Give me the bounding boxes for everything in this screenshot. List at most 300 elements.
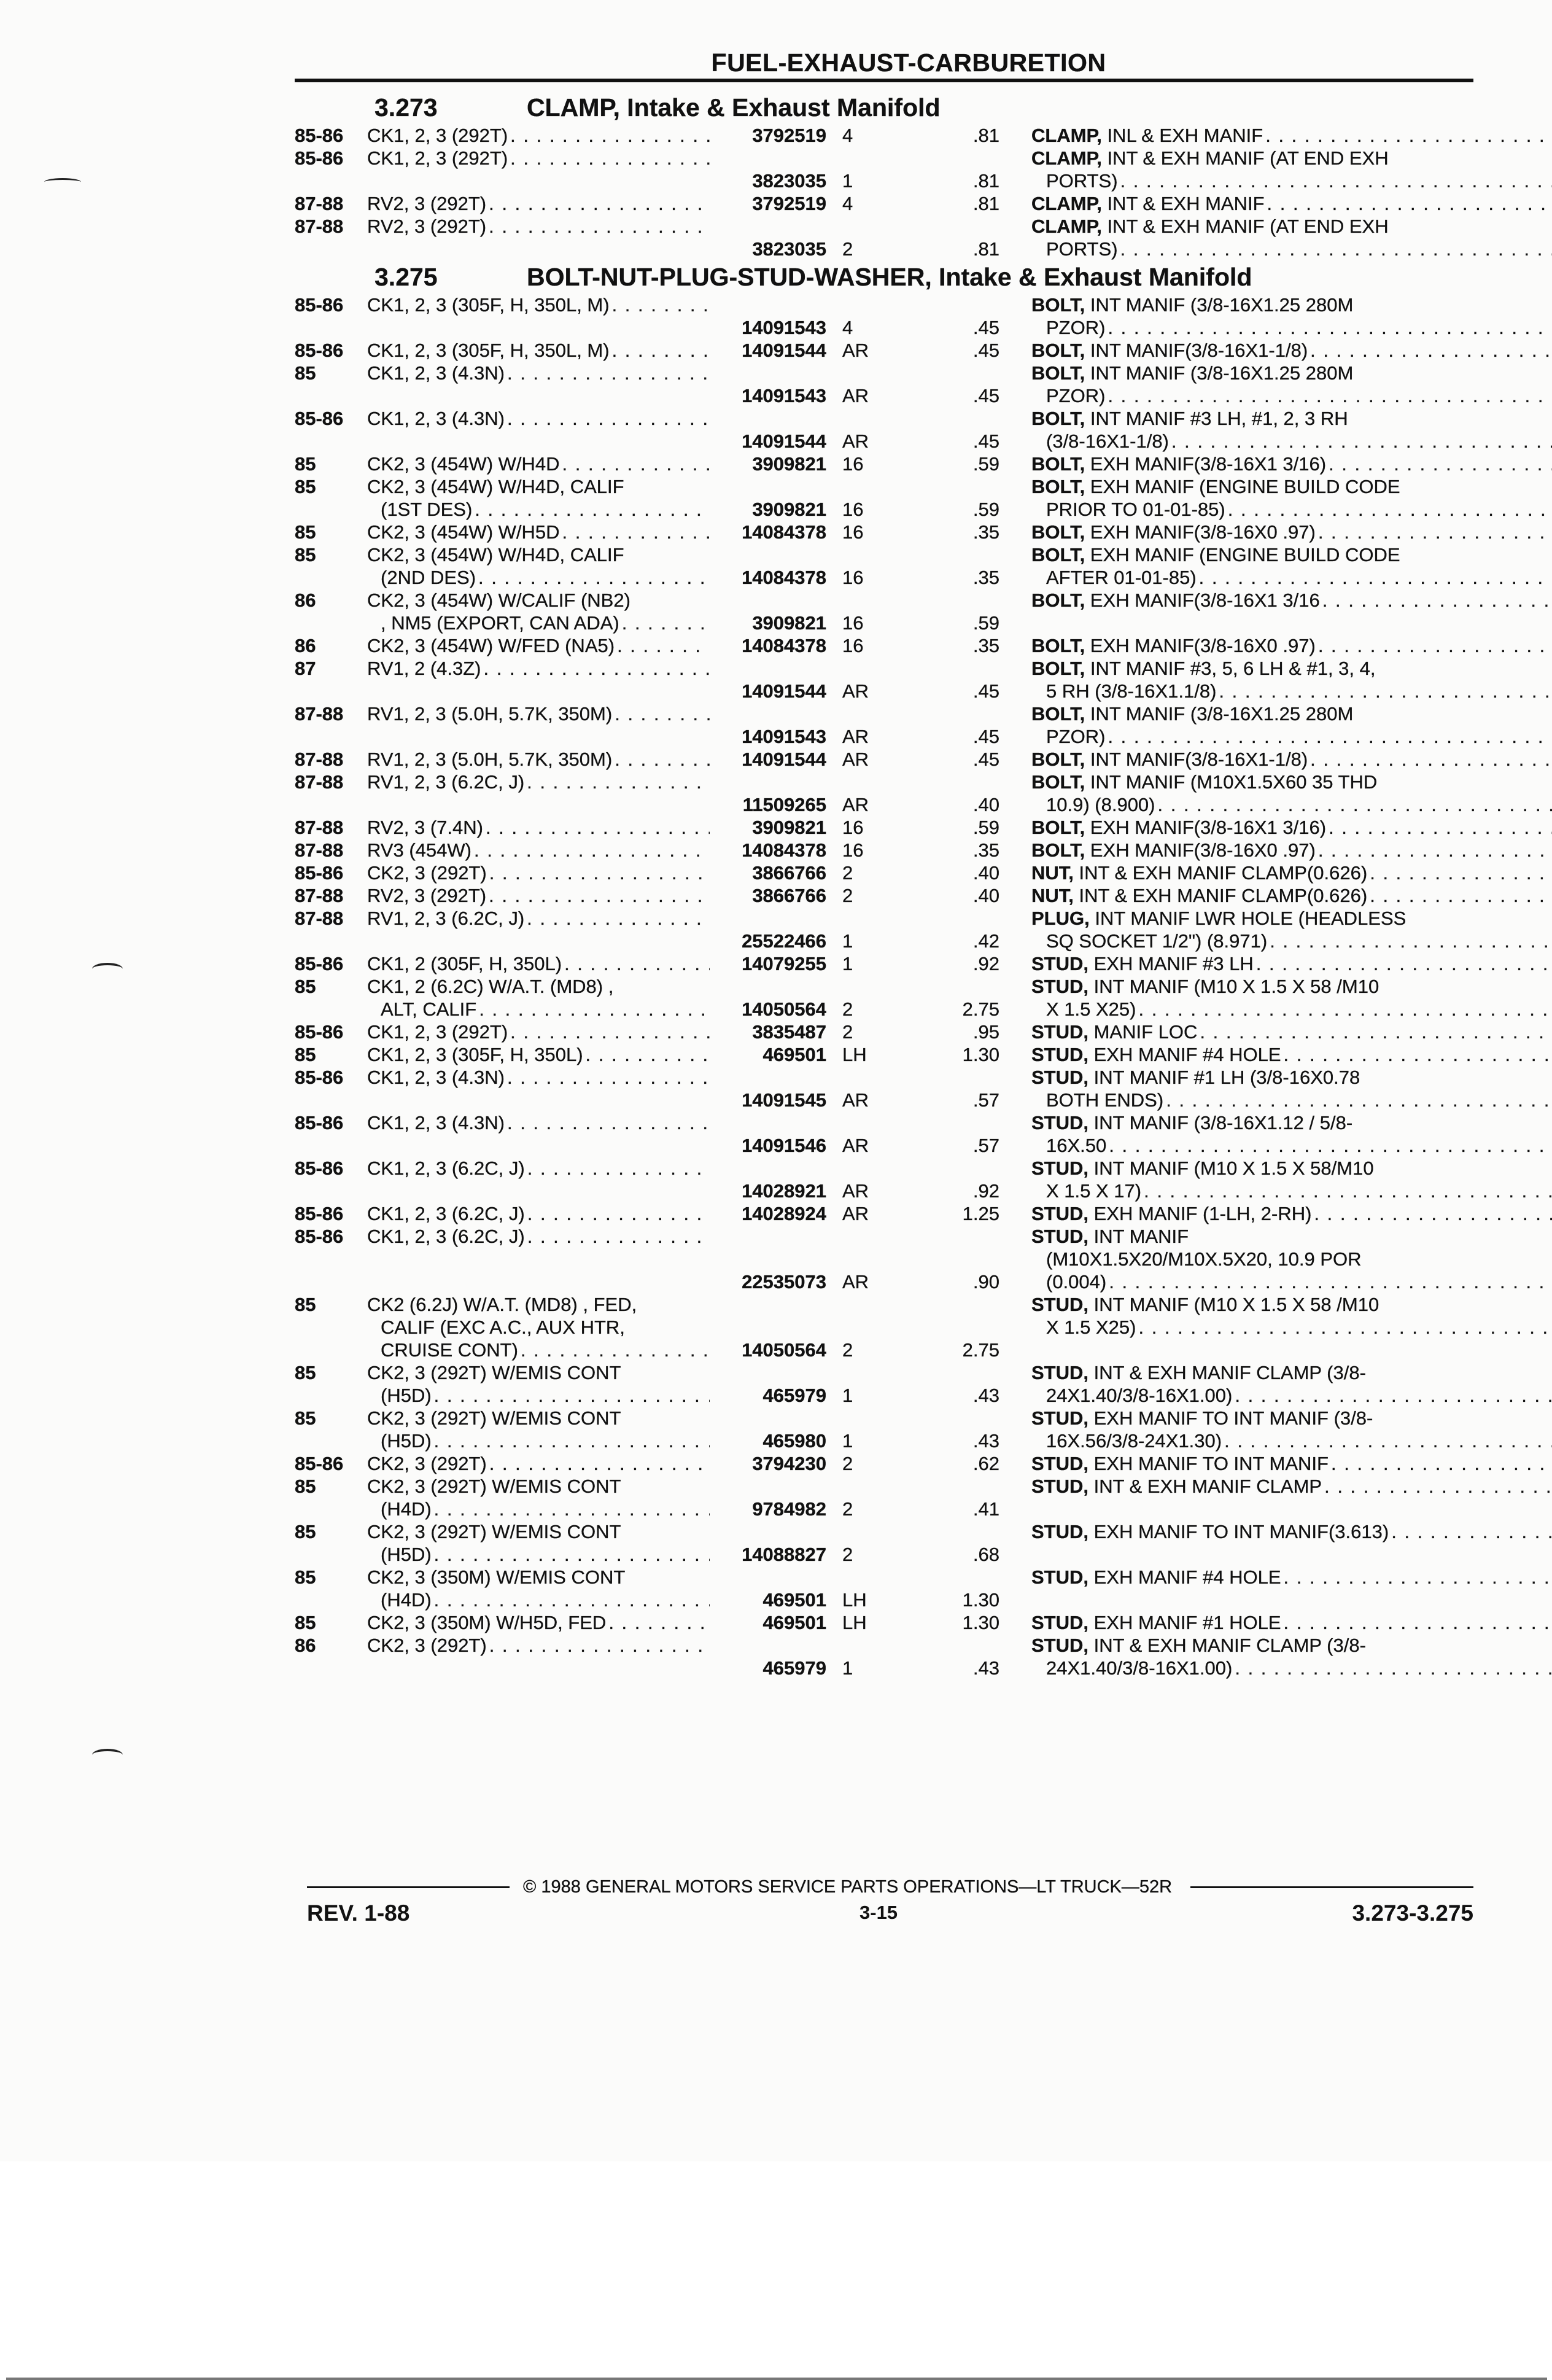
parts-row (295, 1043, 1473, 1066)
description-line (1031, 975, 1552, 998)
model-text: CK1, 2, 3 (6.2C, J) (367, 1225, 525, 1248)
description-line (1031, 407, 1552, 430)
quantity: 2 (826, 1498, 895, 1520)
quantity: 2 (826, 998, 895, 1021)
leader-dots (1155, 793, 1552, 816)
part-number: 3909821 (710, 498, 826, 521)
description-text: PLUG, INT MANIF LWR HOLE (HEADLESS (1031, 907, 1406, 930)
section-title: BOLT-NUT-PLUG-STUD-WASHER, Intake & Exhaust Manifold (527, 260, 1473, 294)
description-line (1031, 1180, 1552, 1202)
model-year: 87-88 (295, 215, 367, 260)
model-application (367, 1111, 710, 1157)
quantity: 2 (826, 884, 895, 907)
model-text: CK2, 3 (292T) W/EMIS CONT (367, 1407, 621, 1429)
leader-dots (1106, 1270, 1552, 1293)
model-text: CK1, 2, 3 (6.2C, J) (367, 1157, 525, 1180)
part-description (1031, 748, 1552, 771)
part-description (1031, 124, 1552, 147)
description-line (1031, 680, 1552, 702)
description-text: PORTS) (1046, 169, 1118, 192)
description-text: STUD, EXH MANIF #3 LH (1031, 952, 1254, 975)
parts-row (295, 543, 1473, 589)
model-text: (2ND DES) (381, 566, 476, 589)
quantity: AR (826, 793, 895, 816)
model-text: CK1, 2, 3 (6.2C, J) (367, 1202, 525, 1225)
description-line (1031, 1293, 1552, 1316)
part-number: 14091546 (710, 1134, 826, 1157)
model-text: CK1, 2, 3 (292T) (367, 147, 508, 169)
model-line (367, 566, 710, 589)
model-application (367, 1021, 710, 1043)
leader-dots (1281, 1611, 1552, 1634)
model-application (367, 839, 710, 861)
part-description (1031, 657, 1552, 702)
part-description (1031, 294, 1552, 339)
description-text: NUT, INT & EXH MANIF CLAMP(0.626) (1031, 861, 1367, 884)
description-line (1031, 816, 1552, 839)
parts-row (295, 589, 1473, 634)
parts-row (295, 952, 1473, 975)
description-text: BOLT, EXH MANIF(3/8-16X0 .97) (1031, 521, 1316, 543)
part-number: 465979 (710, 1657, 826, 1679)
leader-dots (610, 339, 710, 362)
description-text: STUD, INT MANIF #1 LH (3/8-16X0.78 (1031, 1066, 1360, 1089)
parts-row (295, 771, 1473, 816)
description-line (1031, 124, 1552, 147)
model-text: CK1, 2, 3 (4.3N) (367, 362, 505, 384)
leader-dots (525, 1157, 710, 1180)
leader-dots (1232, 1384, 1552, 1407)
part-number: 3909821 (710, 816, 826, 839)
price: 1.30 (895, 1589, 1031, 1611)
model-text: CK1, 2 (6.2C) W/A.T. (MD8) , (367, 975, 613, 998)
model-text: CK2, 3 (292T) (367, 861, 487, 884)
quantity: 16 (826, 498, 895, 521)
parts-row (295, 657, 1473, 702)
leader-dots (524, 907, 710, 930)
description-line (1031, 748, 1552, 771)
part-description (1031, 521, 1552, 543)
page-number: 3-15 (859, 1902, 898, 1924)
part-description (1031, 192, 1552, 215)
part-description (1031, 1452, 1552, 1475)
leader-dots (508, 1021, 710, 1043)
sections (295, 91, 1473, 1679)
description-line (1031, 657, 1552, 680)
price: .59 (895, 453, 1031, 475)
model-text: (1ST DES) (381, 498, 472, 521)
model-line (367, 339, 710, 362)
price: .62 (895, 1452, 1031, 1475)
model-year: 85-86 (295, 294, 367, 339)
description-line (1031, 475, 1552, 498)
model-text: CK2, 3 (292T) (367, 1452, 487, 1475)
description-line (1031, 1361, 1552, 1384)
description-text: 10.9) (8.900) (1046, 793, 1155, 816)
leader-dots (1320, 589, 1552, 612)
model-year: 86 (295, 1634, 367, 1679)
description-line (1031, 1270, 1552, 1293)
description-text: 24X1.40/3/8-16X1.00) (1046, 1384, 1232, 1407)
description-line (1031, 521, 1552, 543)
quantity: 1 (826, 930, 895, 952)
model-text: RV2, 3 (292T) (367, 215, 486, 238)
description-line (1031, 339, 1552, 362)
part-number: 14091543 (710, 725, 826, 748)
model-line (367, 453, 710, 475)
part-number: 469501 (710, 1043, 826, 1066)
parts-row (295, 1520, 1473, 1566)
description-text: STUD, EXH MANIF TO INT MANIF (1031, 1452, 1329, 1475)
model-line (367, 1202, 710, 1225)
model-year: 85 (295, 1475, 367, 1520)
model-text: (H4D) (381, 1498, 432, 1520)
price: .35 (895, 634, 1031, 657)
model-line (367, 771, 710, 793)
model-year: 85 (295, 1566, 367, 1611)
quantity: 2 (826, 1339, 895, 1361)
price: .92 (895, 1180, 1031, 1202)
description-text: CLAMP, INT & EXH MANIF (AT END EXH (1031, 215, 1389, 238)
parts-row (295, 521, 1473, 543)
model-year: 85-86 (295, 952, 367, 975)
model-line (367, 589, 710, 612)
part-number: 469501 (710, 1589, 826, 1611)
part-description (1031, 1475, 1552, 1520)
price: .43 (895, 1384, 1031, 1407)
model-line (367, 407, 710, 430)
price: .35 (895, 566, 1031, 589)
price: .45 (895, 725, 1031, 748)
description-text: BOLT, EXH MANIF(3/8-16X1 3/16) (1031, 453, 1326, 475)
part-number: 14091544 (710, 430, 826, 453)
part-description (1031, 407, 1552, 453)
quantity: 16 (826, 634, 895, 657)
model-line (367, 1498, 710, 1520)
price: .45 (895, 748, 1031, 771)
part-description (1031, 702, 1552, 748)
model-text: CK1, 2, 3 (4.3N) (367, 1066, 505, 1089)
price: .43 (895, 1429, 1031, 1452)
leader-dots (1316, 521, 1552, 543)
model-application (367, 1225, 710, 1293)
parts-row (295, 907, 1473, 952)
price: 1.30 (895, 1611, 1031, 1634)
model-year: 85-86 (295, 1066, 367, 1111)
description-line (1031, 430, 1552, 453)
description-text: SQ SOCKET 1/2") (8.971) (1046, 930, 1267, 952)
leader-dots (486, 192, 710, 215)
model-line (367, 998, 710, 1021)
leader-dots (610, 294, 710, 316)
model-line (367, 543, 710, 566)
quantity: LH (826, 1589, 895, 1611)
model-application (367, 1475, 710, 1520)
leader-dots (1367, 861, 1552, 884)
price: .57 (895, 1134, 1031, 1157)
parts-row (295, 1157, 1473, 1202)
description-text: BOLT, EXH MANIF (ENGINE BUILD CODE (1031, 543, 1400, 566)
quantity: 1 (826, 1429, 895, 1452)
model-application (367, 952, 710, 975)
model-text: CK2, 3 (292T) (367, 1634, 487, 1657)
model-application (367, 294, 710, 339)
parts-row (295, 339, 1473, 362)
model-year: 87-88 (295, 907, 367, 952)
leader-dots (505, 362, 710, 384)
part-description (1031, 1021, 1552, 1043)
description-line (1031, 998, 1552, 1021)
part-number: 22535073 (710, 1270, 826, 1293)
model-text: CK1, 2, 3 (305F, H, 350L, M) (367, 294, 610, 316)
model-year: 85 (295, 362, 367, 407)
leader-dots (562, 952, 710, 975)
model-application (367, 1566, 710, 1611)
quantity: LH (826, 1611, 895, 1634)
quantity: 16 (826, 612, 895, 634)
description-line (1031, 1475, 1552, 1498)
description-text: 16X.50 (1046, 1134, 1106, 1157)
price: .40 (895, 861, 1031, 884)
model-text: CK1, 2, 3 (305F, H, 350L, M) (367, 339, 610, 362)
quantity: AR (826, 1270, 895, 1293)
leader-dots (1118, 169, 1552, 192)
model-text: RV3 (454W) (367, 839, 471, 861)
leader-dots (1254, 952, 1552, 975)
leader-dots (487, 861, 710, 884)
description-line (1031, 1429, 1552, 1452)
quantity: 1 (826, 1384, 895, 1407)
model-text: CK2, 3 (454W) W/H4D, CALIF (367, 475, 624, 498)
model-year: 85 (295, 1293, 367, 1361)
model-line (367, 657, 710, 680)
model-line (367, 1452, 710, 1475)
description-text: CLAMP, INT & EXH MANIF (AT END EXH (1031, 147, 1389, 169)
description-text: STUD, INT MANIF (M10 X 1.5 X 58 /M10 (1031, 975, 1379, 998)
description-line (1031, 316, 1552, 339)
parts-row (295, 1225, 1473, 1293)
description-text: BOLT, INT MANIF (3/8-16X1.25 280M (1031, 294, 1353, 316)
leader-dots (1106, 1134, 1552, 1157)
model-application (367, 192, 710, 215)
description-text: STUD, MANIF LOC (1031, 1021, 1197, 1043)
description-text: STUD, EXH MANIF #1 HOLE (1031, 1611, 1281, 1634)
parts-row (295, 294, 1473, 339)
description-text: BOLT, EXH MANIF(3/8-16X0 .97) (1031, 634, 1316, 657)
leader-dots (476, 566, 710, 589)
leader-dots (615, 634, 710, 657)
model-text: CK2, 3 (454W) W/CALIF (NB2) (367, 589, 630, 612)
model-text: CK2, 3 (292T) W/EMIS CONT (367, 1361, 621, 1384)
price: .35 (895, 521, 1031, 543)
part-description (1031, 147, 1552, 192)
part-description (1031, 816, 1552, 839)
model-year: 85-86 (295, 861, 367, 884)
price: 2.75 (895, 1339, 1031, 1361)
model-year: 85-86 (295, 124, 367, 147)
model-line (367, 1111, 710, 1134)
parts-row (295, 1293, 1473, 1361)
model-text: (H5D) (381, 1543, 432, 1566)
price: .45 (895, 680, 1031, 702)
model-text: CK1, 2 (305F, H, 350L) (367, 952, 562, 975)
leader-dots (1316, 634, 1552, 657)
part-description (1031, 839, 1552, 861)
model-year: 86 (295, 634, 367, 657)
parts-row (295, 975, 1473, 1021)
description-line (1031, 1066, 1552, 1089)
description-text: STUD, INT & EXH MANIF CLAMP (3/8- (1031, 1634, 1366, 1657)
leader-dots (1136, 998, 1552, 1021)
price: .59 (895, 498, 1031, 521)
footer-copyright: © 1988 GENERAL MOTORS SERVICE PARTS OPERATIONS—LT TRUCK—52R (510, 1877, 1172, 1897)
leader-dots (1105, 384, 1552, 407)
model-line (367, 1520, 710, 1543)
model-year: 87-88 (295, 192, 367, 215)
leader-dots (1141, 1180, 1552, 1202)
price: .92 (895, 952, 1031, 975)
description-text: BOLT, EXH MANIF(3/8-16X1 3/16 (1031, 589, 1320, 612)
parts-row (295, 192, 1473, 215)
model-text: CK2, 3 (292T) W/EMIS CONT (367, 1475, 621, 1498)
description-text: STUD, INT MANIF (3/8-16X1.12 / 5/8- (1031, 1111, 1352, 1134)
model-application (367, 215, 710, 260)
parts-row (295, 124, 1473, 147)
description-text: BOLT, INT MANIF (3/8-16X1.25 280M (1031, 362, 1353, 384)
description-line (1031, 1520, 1552, 1543)
model-text: CK2, 3 (454W) W/H4D, CALIF (367, 543, 624, 566)
model-line (367, 952, 710, 975)
price: 2.75 (895, 998, 1031, 1021)
quantity: AR (826, 339, 895, 362)
description-line (1031, 192, 1552, 215)
quantity: 16 (826, 453, 895, 475)
parts-row (295, 634, 1473, 657)
description-text: STUD, EXH MANIF TO INT MANIF (3/8- (1031, 1407, 1373, 1429)
description-text: BOTH ENDS) (1046, 1089, 1163, 1111)
description-line (1031, 1157, 1552, 1180)
model-year: 87-88 (295, 884, 367, 907)
description-text: NUT, INT & EXH MANIF CLAMP(0.626) (1031, 884, 1367, 907)
description-line (1031, 238, 1552, 260)
model-year: 87 (295, 657, 367, 702)
description-text: BOLT, EXH MANIF(3/8-16X1 3/16) (1031, 816, 1326, 839)
model-year: 87-88 (295, 816, 367, 839)
model-text: CALIF (EXC A.C., AUX HTR, (381, 1316, 625, 1339)
part-number: 14084378 (710, 566, 826, 589)
section-heading (295, 91, 1473, 124)
model-year: 85 (295, 1520, 367, 1566)
leader-dots (1197, 1021, 1552, 1043)
description-line (1031, 1111, 1552, 1134)
description-text: BOLT, EXH MANIF (ENGINE BUILD CODE (1031, 475, 1400, 498)
leader-dots (1105, 725, 1552, 748)
leader-dots (1105, 316, 1552, 339)
leader-dots (518, 1339, 710, 1361)
quantity: 4 (826, 192, 895, 215)
description-line (1031, 1043, 1552, 1066)
part-description (1031, 1361, 1552, 1407)
part-number: 3866766 (710, 861, 826, 884)
model-year: 85 (295, 1407, 367, 1452)
model-line (367, 498, 710, 521)
scan-bottom-rule (6, 2378, 1547, 2380)
quantity: AR (826, 1180, 895, 1202)
quantity: AR (826, 748, 895, 771)
leader-dots (583, 1043, 710, 1066)
price: 1.30 (895, 1043, 1031, 1066)
model-year: 85 (295, 543, 367, 589)
model-text: RV2, 3 (292T) (367, 884, 486, 907)
description-text: PRIOR TO 01-01-85) (1046, 498, 1225, 521)
description-line (1031, 1566, 1552, 1589)
leader-dots (1118, 238, 1552, 260)
quantity: AR (826, 430, 895, 453)
description-text: BOLT, INT MANIF(3/8-16X1-1/8) (1031, 339, 1308, 362)
model-application (367, 453, 710, 475)
model-line (367, 1611, 710, 1634)
parts-row (295, 475, 1473, 521)
part-description (1031, 1407, 1552, 1452)
description-line (1031, 839, 1552, 861)
leader-dots (1265, 192, 1552, 215)
description-text: STUD, EXH MANIF #4 HOLE (1031, 1566, 1281, 1589)
model-year: 85 (295, 1361, 367, 1407)
description-line (1031, 215, 1552, 238)
part-number: 3823035 (710, 238, 826, 260)
description-text: STUD, INT MANIF (M10 X 1.5 X 58/M10 (1031, 1157, 1374, 1180)
description-text: STUD, EXH MANIF (1-LH, 2-RH) (1031, 1202, 1311, 1225)
model-year: 85-86 (295, 1452, 367, 1475)
model-line (367, 521, 710, 543)
description-line (1031, 498, 1552, 521)
part-description (1031, 215, 1552, 260)
section-number: 3.275 (295, 260, 527, 294)
description-line (1031, 362, 1552, 384)
model-text: CK1, 2, 3 (4.3N) (367, 1111, 505, 1134)
leader-dots (524, 771, 710, 793)
page-footer (307, 1876, 1473, 1930)
description-line (1031, 1634, 1552, 1657)
part-description (1031, 1066, 1552, 1111)
quantity: AR (826, 1089, 895, 1111)
leader-dots (560, 453, 710, 475)
price: .59 (895, 816, 1031, 839)
leader-dots (1225, 498, 1552, 521)
model-text: RV1, 2, 3 (5.0H, 5.7K, 350M) (367, 748, 612, 771)
parts-row (295, 1111, 1473, 1157)
part-number: 14084378 (710, 839, 826, 861)
part-number: 14091544 (710, 680, 826, 702)
model-text: CK1, 2, 3 (305F, H, 350L) (367, 1043, 583, 1066)
model-application (367, 702, 710, 748)
description-text: CLAMP, INT & EXH MANIF (1031, 192, 1265, 215)
part-number: 3792519 (710, 192, 826, 215)
quantity: AR (826, 680, 895, 702)
document-body (295, 49, 1473, 1679)
model-application (367, 1407, 710, 1452)
model-year: 85-86 (295, 1202, 367, 1225)
part-number: 14084378 (710, 634, 826, 657)
leader-dots (432, 1589, 710, 1611)
part-number: 469501 (710, 1611, 826, 1634)
description-line (1031, 543, 1552, 566)
parts-row (295, 884, 1473, 907)
leader-dots (560, 521, 710, 543)
model-year: 85 (295, 521, 367, 543)
model-line (367, 1293, 710, 1316)
model-application (367, 1611, 710, 1634)
